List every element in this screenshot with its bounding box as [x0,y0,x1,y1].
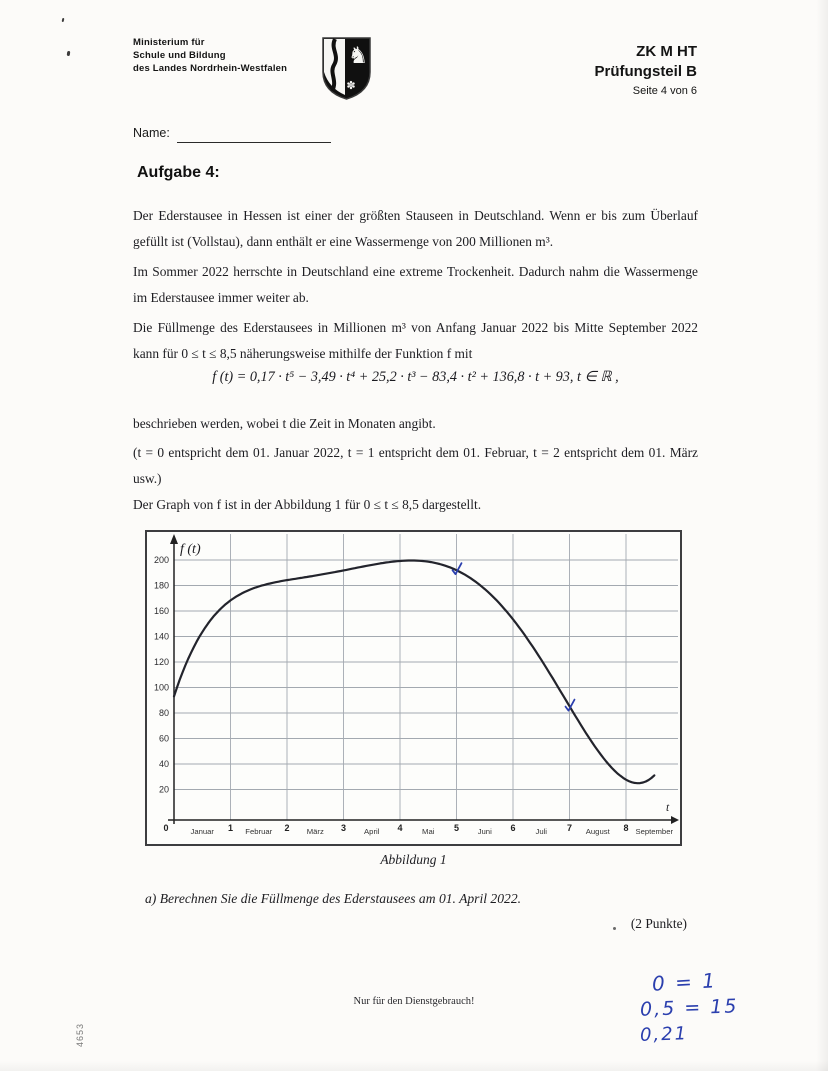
x-tick-label: 0 [163,823,169,833]
stray-pen-dot [613,927,616,930]
task-title: Aufgabe 4: [137,164,220,181]
month-label: August [585,827,610,836]
function-formula: f (t) = 0,17 · t⁵ − 3,49 · t⁴ + 25,2 · t³ − 83,4 · t² + 136,8 · t + 93, t ∈ ℝ , [212,369,619,385]
lippe-rose-icon: ✽ [346,80,356,92]
y-tick-label: 20 [158,784,169,795]
function-curve [174,561,654,784]
form-number: 4653 [75,1022,85,1047]
y-tick-label: 160 [153,606,169,616]
month-label: Januar [190,827,215,836]
ministry-line: des Landes Nordrhein-Westfalen [133,63,288,74]
paragraph: Die Füllmenge des Ederstausees in Millionen m³ von Anfang Januar 2022 bis Mitte September 2022 kann für 0 ≤ t ≤ 8,5 näherungsweise mithilfe der Funktion f mit [133,320,698,361]
scan-edge-shadow [816,0,828,1071]
handwritten-note: 0 = 1 [651,968,718,996]
footer-notice: Nur für den Dienstgebrauch! [353,996,475,1007]
figure-caption: Abbildung 1 [380,852,447,867]
paragraph: Der Ederstausee in Hessen ist einer der größten Stauseen in Deutschland. Wenn er bis zum Überlauf gefüllt ist (Vollstau), dann enthält er eine Wassermenge von 200 Millionen m³. [133,208,698,249]
x-tick-label: 2 [284,823,290,833]
month-label: September [635,827,674,836]
y-tick-label: 120 [153,657,169,667]
y-tick-label: 180 [153,580,169,591]
month-label: Juni [477,827,492,836]
shield-icon [321,36,372,102]
scan-edge-shadow [0,1061,828,1071]
westphalia-horse-icon: ♞ [347,43,369,68]
y-tick-label: 40 [158,759,169,769]
handwritten-note: 0,5 = 15 [639,995,739,1021]
exam-code: ZK M HT [636,43,697,60]
function-graph [147,532,680,844]
figure-frame [145,530,682,846]
paragraph: (t = 0 entspricht dem 01. Januar 2022, t = 1 entspricht dem 01. Februar, t = 2 entspricht dem 01. März usw.) [133,445,698,486]
y-tick-label: 60 [158,733,169,744]
handwritten-note: 0,21 [639,1023,689,1046]
y-tick-label: 200 [153,555,169,565]
x-tick-label: 8 [623,823,629,833]
name-input-line[interactable] [177,128,331,143]
paragraph: Im Sommer 2022 herrschte in Deutschland eine extreme Trockenheit. Dadurch nahm die Wassermenge im Ederstausee immer weiter ab. [133,264,698,305]
x-tick-label: 5 [453,823,460,833]
month-label: März [306,827,324,836]
scan-speck [62,18,65,22]
page-indicator: Seite 4 von 6 [632,85,697,97]
ministry-letterhead [133,36,353,75]
y-tick-label: 140 [153,631,169,642]
rhine-wave-icon [332,39,336,91]
y-tick-label: 80 [158,708,169,718]
y-axis-arrow [170,534,178,544]
x-tick-label: 4 [397,823,403,833]
paragraph: Der Graph von f ist in der Abbildung 1 für 0 ≤ t ≤ 8,5 dargestellt. [133,497,482,512]
scan-speck [67,51,71,56]
x-axis-arrow [671,816,679,824]
x-tick-label: 6 [510,823,516,833]
month-label: Februar [245,827,273,836]
x-tick-label: 1 [227,823,234,833]
x-axis-title: t [666,802,670,814]
nrw-coat-of-arms [321,36,372,107]
month-label: Mai [422,827,435,836]
exam-part: Prüfungsteil B [594,63,697,80]
x-tick-label: 3 [340,823,347,833]
ministry-line: Ministerium für [133,37,205,48]
month-label: April [364,827,380,836]
paragraph: beschrieben werden, wobei t die Zeit in Monaten angibt. [133,416,436,431]
question-a: a) Berechnen Sie die Füllmenge des Ederstausees am 01. April 2022. [145,891,522,906]
x-tick-label: 7 [566,823,573,833]
y-tick-label: 100 [153,682,169,693]
month-label: Juli [535,827,548,836]
name-label: Name: [133,126,170,140]
ministry-line: Schule und Bildung [133,50,226,61]
y-axis-title: f (t) [180,542,201,557]
points-badge: (2 Punkte) [630,916,687,931]
exam-header-block [477,42,697,100]
